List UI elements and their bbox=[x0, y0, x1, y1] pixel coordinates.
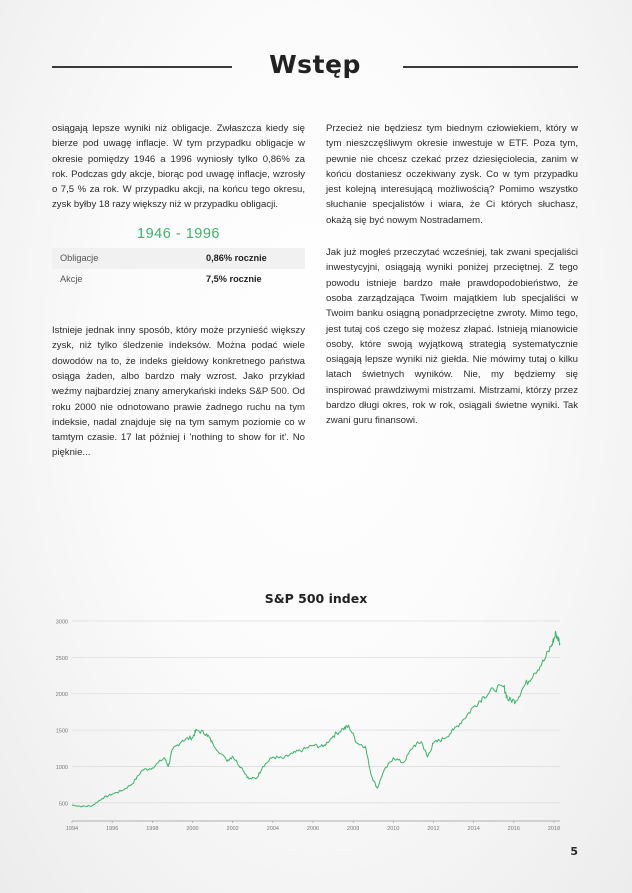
x-tick-label: 2008 bbox=[347, 826, 360, 832]
y-tick-label: 1500 bbox=[55, 728, 68, 735]
table-row-value: 0,86% rocznie bbox=[198, 248, 305, 269]
right-paragraph-2: Jak już mogłeś przeczytać wcześniej, tak zwani specjaliści inwestycyjni, osiągają wyniki poniżej przeciętnej. Z tego powodu istnieje bardzo małe prawdopodobieństwo, że osoba zarządzająca Twoim majątkiem lub specjaliści w Twoim banku osiągną ponadprzeciętne zwroty. Mimo tego, jest tutaj coś czego się możesz złapać. Istnieją mianowicie osoby, które swoją wyjątkową strategią systematycznie osiągają lepsze wyniki niż giełda. Nie mówimy tutaj o kilku latach świetnych wyników. Nie, my będziemy się inspirować prawdziwymi mistrzami. Mistrzami, którzy przez bardzo długi okres, rok w rok, osiągali świetne wyniki. Tak zwani guru finansowi. bbox=[326, 247, 578, 427]
y-tick-label: 1000 bbox=[55, 764, 68, 771]
x-tick-label: 1996 bbox=[106, 826, 119, 832]
table-row-value: 7,5% rocznie bbox=[206, 273, 262, 284]
table-row-label: Akcje bbox=[60, 273, 83, 284]
x-tick-label: 2014 bbox=[467, 826, 480, 832]
y-tick-label: 2000 bbox=[55, 692, 68, 699]
table-row bbox=[52, 269, 305, 290]
y-tick-label: 2500 bbox=[55, 655, 68, 662]
page-number: 5 bbox=[570, 845, 578, 858]
sp500-line-chart bbox=[40, 614, 575, 834]
x-tick-label: 2000 bbox=[186, 826, 199, 832]
right-column bbox=[326, 121, 578, 429]
page-title: Wstęp bbox=[269, 50, 361, 79]
x-tick-label: 2016 bbox=[507, 826, 520, 832]
left-column bbox=[52, 121, 305, 461]
table-row-label: Obligacje bbox=[52, 248, 198, 269]
left-paragraph-2: Istnieje jednak inny sposób, który może przynieść większy zysk, niż tylko śledzenie indeksów. Można podać wiele dowodów na to, że indeks giełdowy konkretnego państwa osiąga żaden, albo bardzo mały wzrost. Jako przykład weźmy najbardziej znany amerykański indeks S&P 500. Od roku 2000 nie odnotowano prawie żadnego ruchu na tym indeksie, nadal znajduje się na tym samym poziomie co w tamtym czasie. 17 lat później i 'nothing to show for it'. No pięknie... bbox=[52, 325, 305, 459]
x-tick-label: 2002 bbox=[226, 826, 239, 832]
x-tick-label: 2010 bbox=[387, 826, 400, 832]
y-tick-label: 3000 bbox=[55, 619, 68, 626]
x-tick-label: 2006 bbox=[306, 826, 320, 832]
x-tick-label: 2018 bbox=[547, 826, 561, 832]
x-tick-label: 1998 bbox=[146, 826, 159, 832]
x-tick-label: 2012 bbox=[427, 826, 440, 832]
right-paragraph-1: Przecież nie będziesz tym biednym człowiekiem, który w tym nieszczęśliwym okresie inwestuje w ETF. Poza tym, pewnie nie chcesz czekać przez dziesięciolecia, zanim w końcu dostaniesz oczekiwany zysk. Co w tym przypadku jest kolejną interesującą możliwością? Pomimo wszystko słuchanie specjalistów i wiara, że Ci których słuchasz, okażą się być nowym Nostradamem. bbox=[326, 123, 578, 226]
chart-title: S&P 500 index bbox=[264, 591, 368, 606]
left-paragraph-1: osiągają lepsze wyniki niż obligacje. Zwłaszcza kiedy się bierze pod uwagę inflacje. W tym przypadku obligacje w okresie pomiędzy 1946 a 1996 wyniosły tylko 0,86% za rok. Podczas gdy akcje, biorąc pod uwagę inflacje, wzrosły o 7,5 % za rok. W przypadku akcji, na końcu tego okresu, zysk byłby 18 razy większy niż w przypadku obligacji. bbox=[52, 123, 305, 211]
y-tick-label: 500 bbox=[58, 801, 68, 808]
table-title: 1946 - 1996 bbox=[137, 225, 220, 242]
table-row bbox=[52, 248, 305, 269]
x-tick-label: 1994 bbox=[65, 826, 79, 832]
title-row bbox=[52, 48, 578, 84]
x-tick-label: 2004 bbox=[266, 826, 279, 832]
returns-table bbox=[52, 248, 305, 290]
title-rule-right bbox=[403, 66, 578, 68]
